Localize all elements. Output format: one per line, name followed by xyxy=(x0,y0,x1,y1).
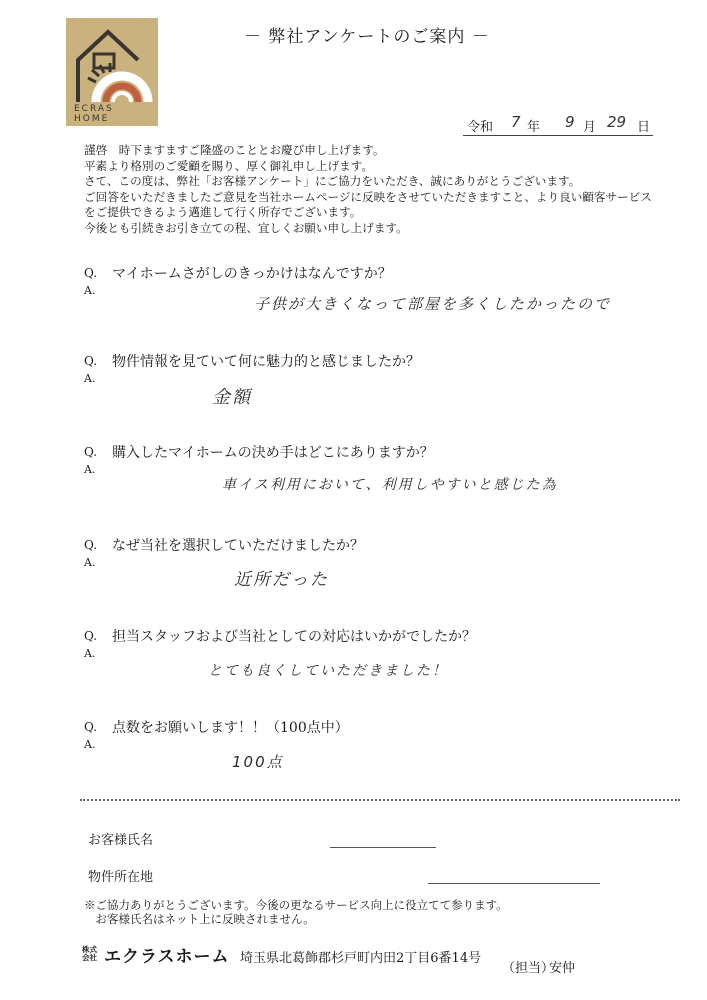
date-day: 29 xyxy=(607,113,627,131)
question-marker: Q. xyxy=(84,538,98,552)
staff-label: （担当） xyxy=(502,961,555,976)
company-type-label xyxy=(82,946,97,962)
date-day-label: 日 xyxy=(637,120,651,135)
date-month-label: 月 xyxy=(583,120,597,135)
intro-text xyxy=(84,143,654,237)
customer-name-label: お客様氏名 xyxy=(88,833,154,848)
answer-marker: A. xyxy=(84,463,96,476)
question-marker: Q. xyxy=(84,720,98,734)
customer-name-line xyxy=(330,847,436,848)
document-title: － 弊社アンケートのご案内 － xyxy=(244,27,490,47)
intro-line: さて、この度は、弊社「お客様アンケート」にご協力をいただき、誠にありがとうございます。 xyxy=(84,174,581,189)
footnote-line: ※ご協力ありがとうございます。今後の更なるサービス向上に役立てて参ります。 xyxy=(84,898,508,912)
date-era: 令和 xyxy=(467,120,494,135)
answer-marker: A. xyxy=(84,738,96,751)
answer-text: 子供が大きくなって部屋を多くしたかったので xyxy=(254,295,612,313)
date-month: 9 xyxy=(565,113,575,131)
question-text: なぜ当社を選択していただけましたか？ xyxy=(112,538,364,554)
intro-line: をご提供できるよう邁進して行く所存でございます。 xyxy=(84,205,362,220)
company-type-bottom: 会社 xyxy=(82,953,97,962)
intro-line: ご回答をいただきましたご意見を当社ホームページに反映をさせていただきますこと、より良い顧客サービス xyxy=(84,189,652,204)
answer-marker: A. xyxy=(84,556,96,569)
company-type-top: 株式 xyxy=(82,945,97,954)
question-text: 点数をお願いします！！（100点中） xyxy=(112,720,349,736)
answer-text: 金額 xyxy=(212,387,252,408)
answer-text: 近所だった xyxy=(234,570,329,590)
logo-text-line2: HOME xyxy=(74,114,110,124)
footnote-line: お客様氏名はネット上に反映されません。 xyxy=(84,912,315,926)
answer-marker: A. xyxy=(84,647,96,660)
survey-date xyxy=(463,113,653,136)
question-text: マイホームさがしのきっかけはなんですか？ xyxy=(112,266,392,282)
intro-line: 今後とも引続きお引き立ての程、宜しくお願い申し上げます。 xyxy=(84,220,408,235)
company-logo xyxy=(66,18,158,126)
staff-name: 安仲 xyxy=(549,961,576,976)
question-marker: Q. xyxy=(84,266,98,280)
question-text: 購入したマイホームの決め手はどこにありますか？ xyxy=(112,445,434,461)
date-year-label: 年 xyxy=(527,120,541,135)
answer-text: とても良くしていただきました！ xyxy=(208,663,448,679)
answer-marker: A. xyxy=(84,284,96,297)
property-location-label: 物件所在地 xyxy=(88,870,154,885)
company-address: 埼玉県北葛飾郡杉戸町内田2丁目6番14号 xyxy=(240,951,482,966)
answer-marker: A. xyxy=(84,372,96,385)
intro-line: 謹啓 時下ますますご隆盛のこととお慶び申し上げます。 xyxy=(84,143,385,157)
question-marker: Q. xyxy=(84,445,98,459)
company-name: エクラスホーム xyxy=(104,947,230,967)
footnote xyxy=(84,898,508,926)
logo-text-line1: ECRAS xyxy=(74,104,114,114)
answer-text: 車イス利用において、利用しやすいと感じた為 xyxy=(222,477,558,493)
question-text: 物件情報を見ていて何に魅力的と感じましたか？ xyxy=(112,354,420,370)
intro-line: 平素より格別のご愛顧を賜り、厚く御礼申し上げます。 xyxy=(84,158,373,173)
property-location-line xyxy=(428,883,600,884)
question-marker: Q. xyxy=(84,629,98,643)
section-divider xyxy=(80,799,680,801)
date-year: 7 xyxy=(511,113,521,131)
answer-text: 100点 xyxy=(232,753,284,771)
question-text: 担当スタッフおよび当社としての対応はいかがでしたか？ xyxy=(112,629,476,645)
question-marker: Q. xyxy=(84,354,98,368)
